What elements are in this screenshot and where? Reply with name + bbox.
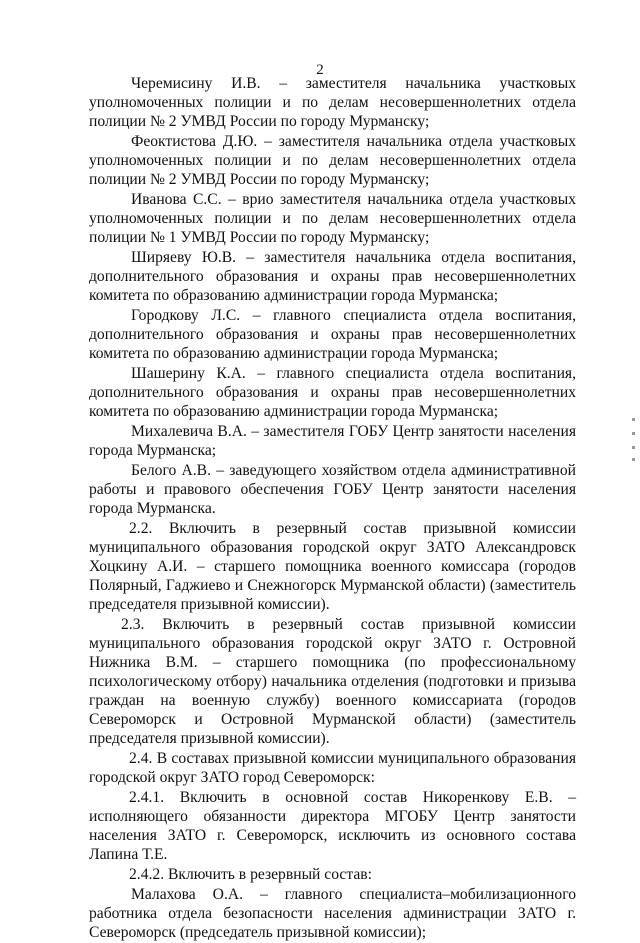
clause-2-3: 2.3. Включить в резервный состав призывной комиссии муниципального образования городской округ ЗАТО г. Островной Нижника В.М. – старшего помощника (по профессиональному психологическому отбору) начальника отделения (подготовки и призыва граждан на военную службу) военного комиссариата (городов Североморск и Островной Мурманской области) (заместитель председателя призывной комиссии).	[89, 616, 576, 747]
clause-2-4-2: 2.4.2. Включить в резервный состав:	[129, 866, 372, 883]
paragraph-ivanov: Иванова С.С. – врио заместителя начальника отдела участковых уполномоченных полиции и по делам несовершеннолетних отдела полиции № 1 УМВД России по городу Мурманску;	[89, 191, 576, 246]
clause-2-4: 2.4. В составах призывной комиссии муниципального образования городской округ ЗАТО город Североморск:	[89, 750, 576, 786]
scan-artifact	[632, 418, 635, 421]
scan-artifact	[632, 458, 635, 461]
scan-artifact	[632, 432, 635, 435]
paragraph-cheremisina: Черемисину И.В. – заместителя начальника участковых уполномоченных полиции и по делам несовершеннолетних отдела полиции № 2 УМВД России по городу Мурманску;	[89, 75, 576, 130]
paragraph-shasherina: Шашерину К.А. – главного специалиста отдела воспитания, дополнительного образования и охраны прав несовершеннолетних комитета по образованию администрации города Мурманска;	[89, 365, 576, 420]
page-number: 2	[316, 62, 324, 78]
paragraph-gorodkova: Городкову Л.С. – главного специалиста отдела воспитания, дополнительного образования и охраны прав несовершеннолетних комитета по образованию администрации города Мурманска;	[89, 307, 576, 362]
document-body	[89, 74, 576, 943]
paragraph-feoktistov: Феоктистова Д.Ю. – заместителя начальника отдела участковых уполномоченных полиции и по делам несовершеннолетних отдела полиции № 2 УМВД России по городу Мурманску;	[89, 133, 576, 188]
paragraph-mikhalevich: Михалевича В.А. – заместителя ГОБУ Центр занятости населения города Мурманска;	[89, 423, 576, 459]
clause-2-2: 2.2. Включить в резервный состав призывной комиссии муниципального образования городской округ ЗАТО Александровск Хоцкину А.И. – старшего помощника военного комиссара (городов Полярный, Гаджиево и Снежногорск Мурманской области) (заместитель председателя призывной комиссии).	[89, 520, 576, 613]
paragraph-shiryaeva: Ширяеву Ю.В. – заместителя начальника отдела воспитания, дополнительного образования и охраны прав несовершеннолетних комитета по образованию администрации города Мурманска;	[89, 249, 576, 304]
paragraph-belyi: Белого А.В. – заведующего хозяйством отдела административной работы и правового обеспечения ГОБУ Центр занятости населения города Мурманска.	[89, 462, 576, 517]
paragraph-malakhov: Малахова О.А. – главного специалиста–мобилизационного работника отдела безопасности населения администрации ЗАТО г. Североморск (председатель призывной комиссии);	[89, 886, 576, 941]
scan-artifact	[632, 446, 635, 449]
clause-2-4-1: 2.4.1. Включить в основной состав Никоренкову Е.В. – исполняющего обязанности директора МГОБУ Центр занятости населения ЗАТО г. Североморск, исключить из основного состава Лапина Т.Е.	[89, 789, 576, 863]
